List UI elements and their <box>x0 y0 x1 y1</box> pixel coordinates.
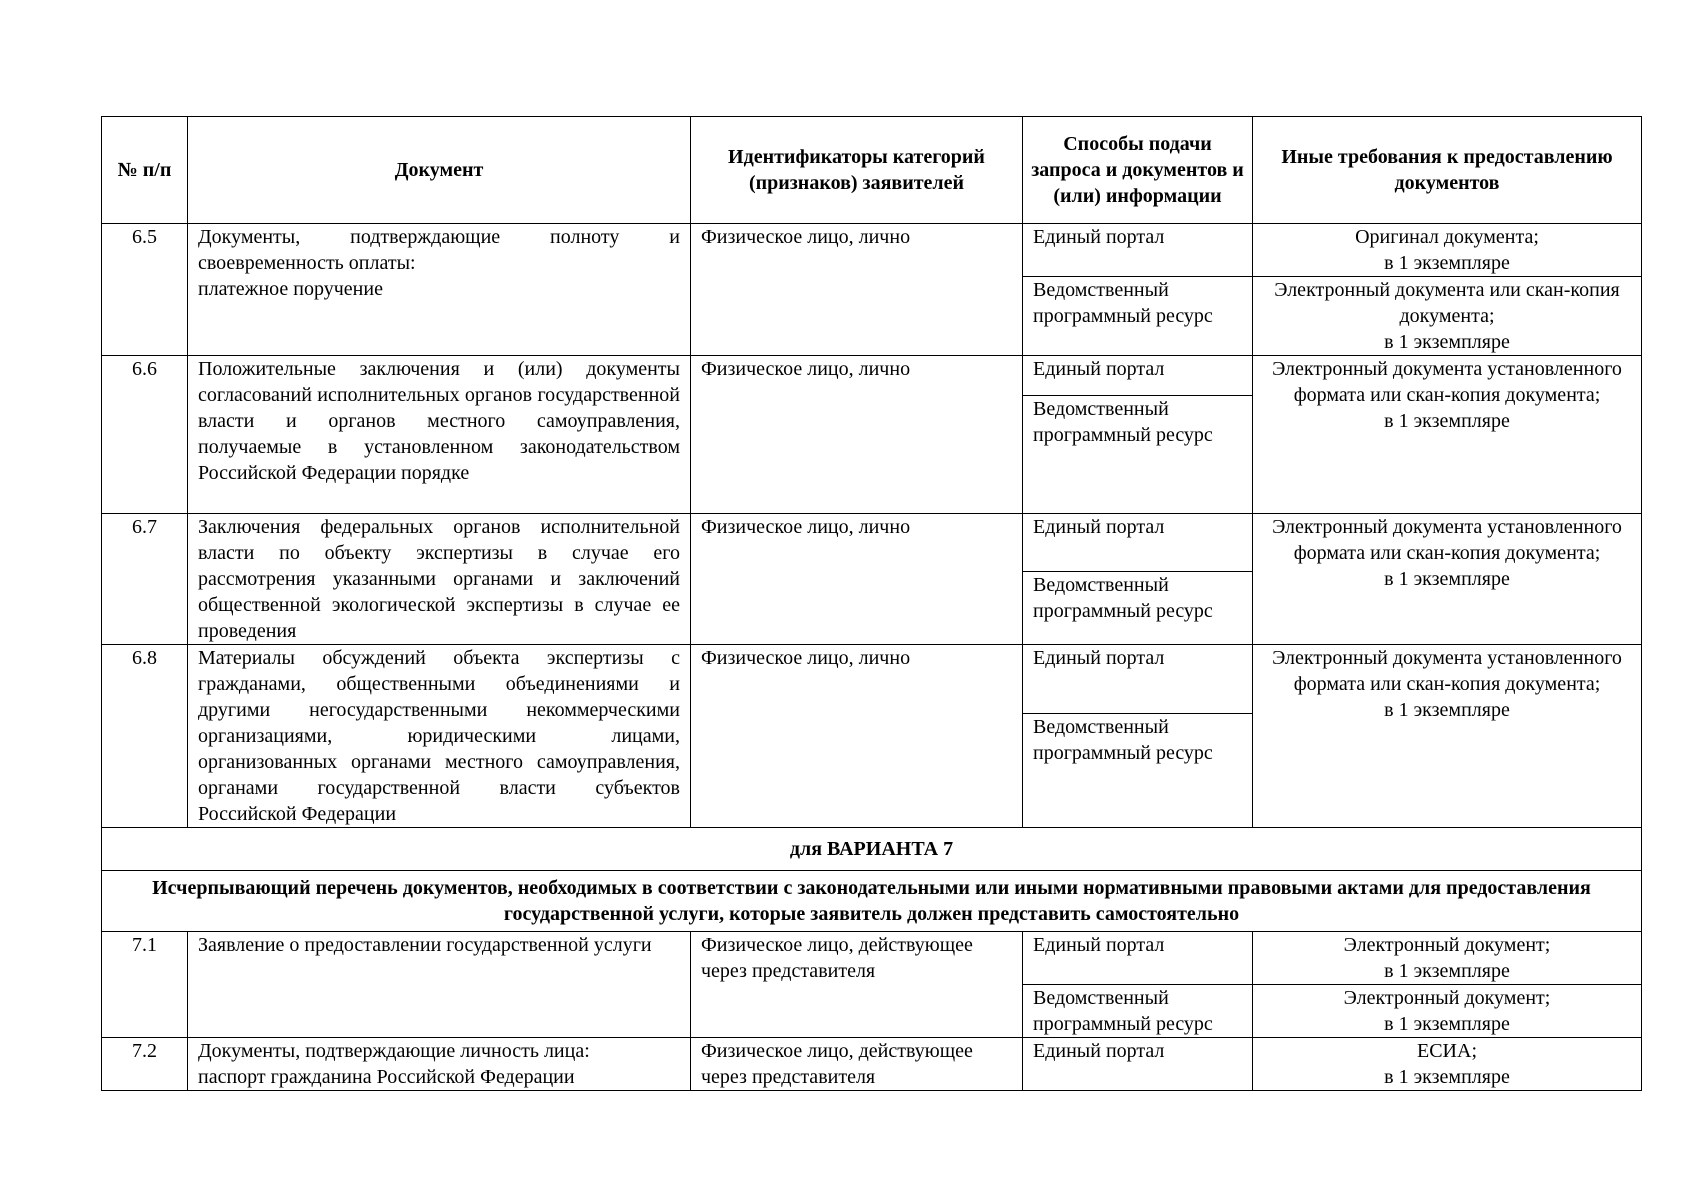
row-document-subtext: платежное поручение <box>198 278 383 300</box>
row-requirement: Электронный документа или скан-копия документа; в 1 экземпляре <box>1253 277 1642 356</box>
section-row <box>102 871 1642 932</box>
row-category: Физическое лицо, лично <box>691 224 1023 356</box>
row-num: 6.5 <box>102 224 188 356</box>
row-document-text: Документы, подтверждающие полноту и своевременность оплаты: <box>198 226 680 274</box>
table-row <box>102 932 1642 985</box>
row-method: Единый портал <box>1023 514 1253 572</box>
row-category: Физическое лицо, лично <box>691 356 1023 514</box>
row-method: Ведомственный программный ресурс <box>1023 396 1253 514</box>
header-document: Документ <box>188 117 691 224</box>
row-document <box>188 224 691 356</box>
section-row <box>102 828 1642 871</box>
row-method: Ведомственный программный ресурс <box>1023 277 1253 356</box>
row-num: 7.2 <box>102 1038 188 1091</box>
row-category: Физическое лицо, лично <box>691 514 1023 645</box>
row-requirement: ЕСИА; в 1 экземпляре <box>1253 1038 1642 1091</box>
table-header-row <box>102 117 1642 224</box>
table-row <box>102 645 1642 714</box>
row-requirement: Электронный документ; в 1 экземпляре <box>1253 932 1642 985</box>
header-methods: Способы подачи запроса и документов и (или) информации <box>1023 117 1253 224</box>
row-method: Ведомственный программный ресурс <box>1023 572 1253 645</box>
row-requirement: Электронный документ; в 1 экземпляре <box>1253 985 1642 1038</box>
row-requirement: Электронный документа установленного формата или скан-копия документа; в 1 экземпляре <box>1253 645 1642 828</box>
row-document <box>188 1038 691 1091</box>
row-method: Ведомственный программный ресурс <box>1023 714 1253 828</box>
header-categories: Идентификаторы категорий (признаков) заявителей <box>691 117 1023 224</box>
header-num: № п/п <box>102 117 188 224</box>
table-row <box>102 224 1642 277</box>
row-num: 7.1 <box>102 932 188 1038</box>
row-method: Единый портал <box>1023 932 1253 985</box>
row-category: Физическое лицо, действующее через представителя <box>691 1038 1023 1091</box>
row-document: Заявление о предоставлении государственной услуги <box>188 932 691 1038</box>
row-method: Единый портал <box>1023 645 1253 714</box>
document-page <box>101 116 1641 1091</box>
row-method: Ведомственный программный ресурс <box>1023 985 1253 1038</box>
row-num: 6.8 <box>102 645 188 828</box>
row-requirement: Электронный документа установленного формата или скан-копия документа; в 1 экземпляре <box>1253 514 1642 645</box>
row-method: Единый портал <box>1023 356 1253 396</box>
row-category: Физическое лицо, лично <box>691 645 1023 828</box>
table-row <box>102 356 1642 396</box>
table-row <box>102 1038 1642 1091</box>
table-row <box>102 514 1642 572</box>
row-method: Единый портал <box>1023 1038 1253 1091</box>
documents-table <box>101 116 1642 1091</box>
row-method: Единый портал <box>1023 224 1253 277</box>
row-requirement: Электронный документа установленного формата или скан-копия документа; в 1 экземпляре <box>1253 356 1642 514</box>
row-num: 6.7 <box>102 514 188 645</box>
row-document: Материалы обсуждений объекта экспертизы с гражданами, общественными объединениями и другими негосударственными некоммерческими организациями, юридическими лицами, организованных органами местного самоуправления, органами государственной власти субъектов Российской Федерации <box>188 645 691 828</box>
row-document-subtext: паспорт гражданина Российской Федерации <box>198 1066 575 1088</box>
variant-title: для ВАРИАНТА 7 <box>102 828 1642 871</box>
list-title: Исчерпывающий перечень документов, необходимых в соответствии с законодательными или иными нормативными правовыми актами для предоставления государственной услуги, которые заявитель должен представить самостоятельно <box>102 871 1642 932</box>
row-document-text: Документы, подтверждающие личность лица: <box>198 1040 590 1062</box>
row-document: Положительные заключения и (или) документы согласований исполнительных органов государственной власти и органов местного самоуправления, получаемые в установленном законодательством Российской Федерации порядке <box>188 356 691 514</box>
row-requirement: Оригинал документа; в 1 экземпляре <box>1253 224 1642 277</box>
row-category: Физическое лицо, действующее через представителя <box>691 932 1023 1038</box>
header-requirements: Иные требования к предоставлению документов <box>1253 117 1642 224</box>
row-document: Заключения федеральных органов исполнительной власти по объекту экспертизы в случае его рассмотрения указанными органами и заключений общественной экологической экспертизы в случае ее проведения <box>188 514 691 645</box>
row-num: 6.6 <box>102 356 188 514</box>
